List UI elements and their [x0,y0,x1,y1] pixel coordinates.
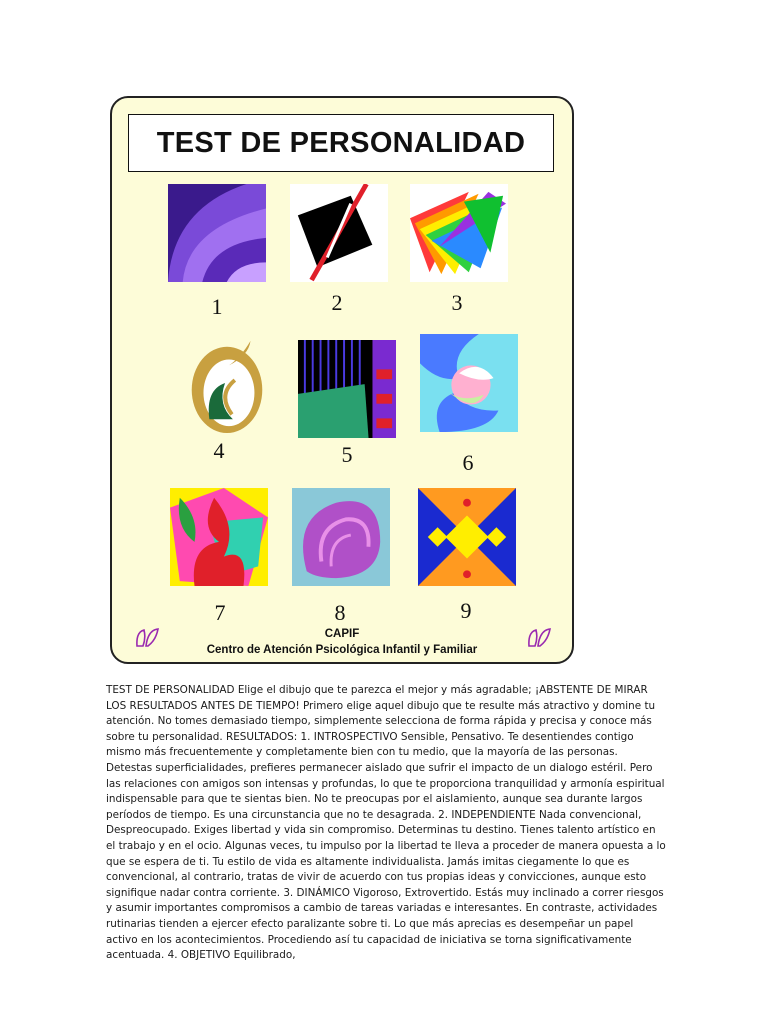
drawing-number-4: 4 [213,438,225,463]
drawing-number-2: 2 [331,290,343,315]
drawing-3-rainbow-fan[interactable] [410,184,508,282]
drawing-number-5: 5 [341,442,353,467]
drawing-number-8: 8 [334,600,346,625]
org-short-name: CAPIF [324,628,360,640]
drawing-number-6: 6 [462,450,474,475]
drawing-8-pink-shell[interactable] [292,488,390,586]
drawing-number-9: 9 [460,598,472,623]
drawing-number-1: 1 [211,294,223,319]
test-description-text: TEST DE PERSONALIDAD Elige el dibujo que te parezca el mejor y más agradable; ¡ABSTENTE DE MIRAR LOS RESULTADOS ANTES DE TIEMPO! Primero elige aquel dibujo que te resulte más atractivo y domine tu atención. No tomes demasiado tiempo, simplemente selecciona de forma rápida y precisa y conoce más sobre tu personalidad. RESULTADOS: 1. INTROSPECTIVO Sensible, Pensativo. Te desentiendes contigo mismo más frecuentemente y completamente bien con tu medio, que la mayoría de las personas. Detestas superficialidades, prefieres permanecer aislado que sufrir el impacto de un dialogo estéril. Pero las relaciones con amigos son intensas y profundas, lo que te proporciona tranquilidad y armonía espiritual indispensable para que te sientas bien. No te preocupas por el aislamiento, aunque sea durante largos períodos de tiempo. Es una circunstancia que no te desagrada. 2. INDEPENDIENTE Nada convencional, Despreocupado. Exiges libertad y vida sin compromiso. Determinas tu destino. Tienes talento artístico en el trabajo y en el ocio. Algunas veces, tu impulso por la libertad te lleva a proceder de manera opuesta a lo que se espera de ti. Tu estilo de vida es altamente individualista. Jamás imitas ciegamente lo que es convencional, al contrario, tratas de vivir de acuerdo con tus propias ideas y convicciones, aunque esto signifique nadar contra corriente. 3. DINÁMICO Vigoroso, Extrovertido. Estás muy inclinado a correr riesgos y asumir importantes compromisos a cambio de tareas variadas e interesantes. En contraste, actividades rutinarias tienden a ejercer efecto paralizante sobre ti. Lo que más aprecias es desempeñar un papel activo en los acontecimientos. Procediendo así tu capacidad de iniciativa se torna significativamente acentuada. 4. OBJETIVO Equilibrado, [106,684,666,962]
drawing-6-pastel-wave[interactable] [420,334,518,432]
personality-test-poster [110,96,574,664]
poster-title: TEST DE PERSONALIDAD [156,126,526,159]
drawing-number-3: 3 [451,290,463,315]
poster-title-box [128,114,554,172]
drawing-number-7: 7 [214,600,226,625]
drawing-5-striped-square[interactable] [298,340,396,438]
drawing-2-black-diamond[interactable] [290,184,388,282]
org-full-name: Centro de Atención Psicológica Infantil y Familiar [206,644,478,656]
drawing-9-geometric-diamonds[interactable] [418,488,516,586]
drawing-7-abstract-flowers[interactable] [170,488,268,586]
drawing-1-purple-swirl[interactable] [168,184,266,282]
drawing-4-egg-sprout[interactable] [178,336,276,434]
